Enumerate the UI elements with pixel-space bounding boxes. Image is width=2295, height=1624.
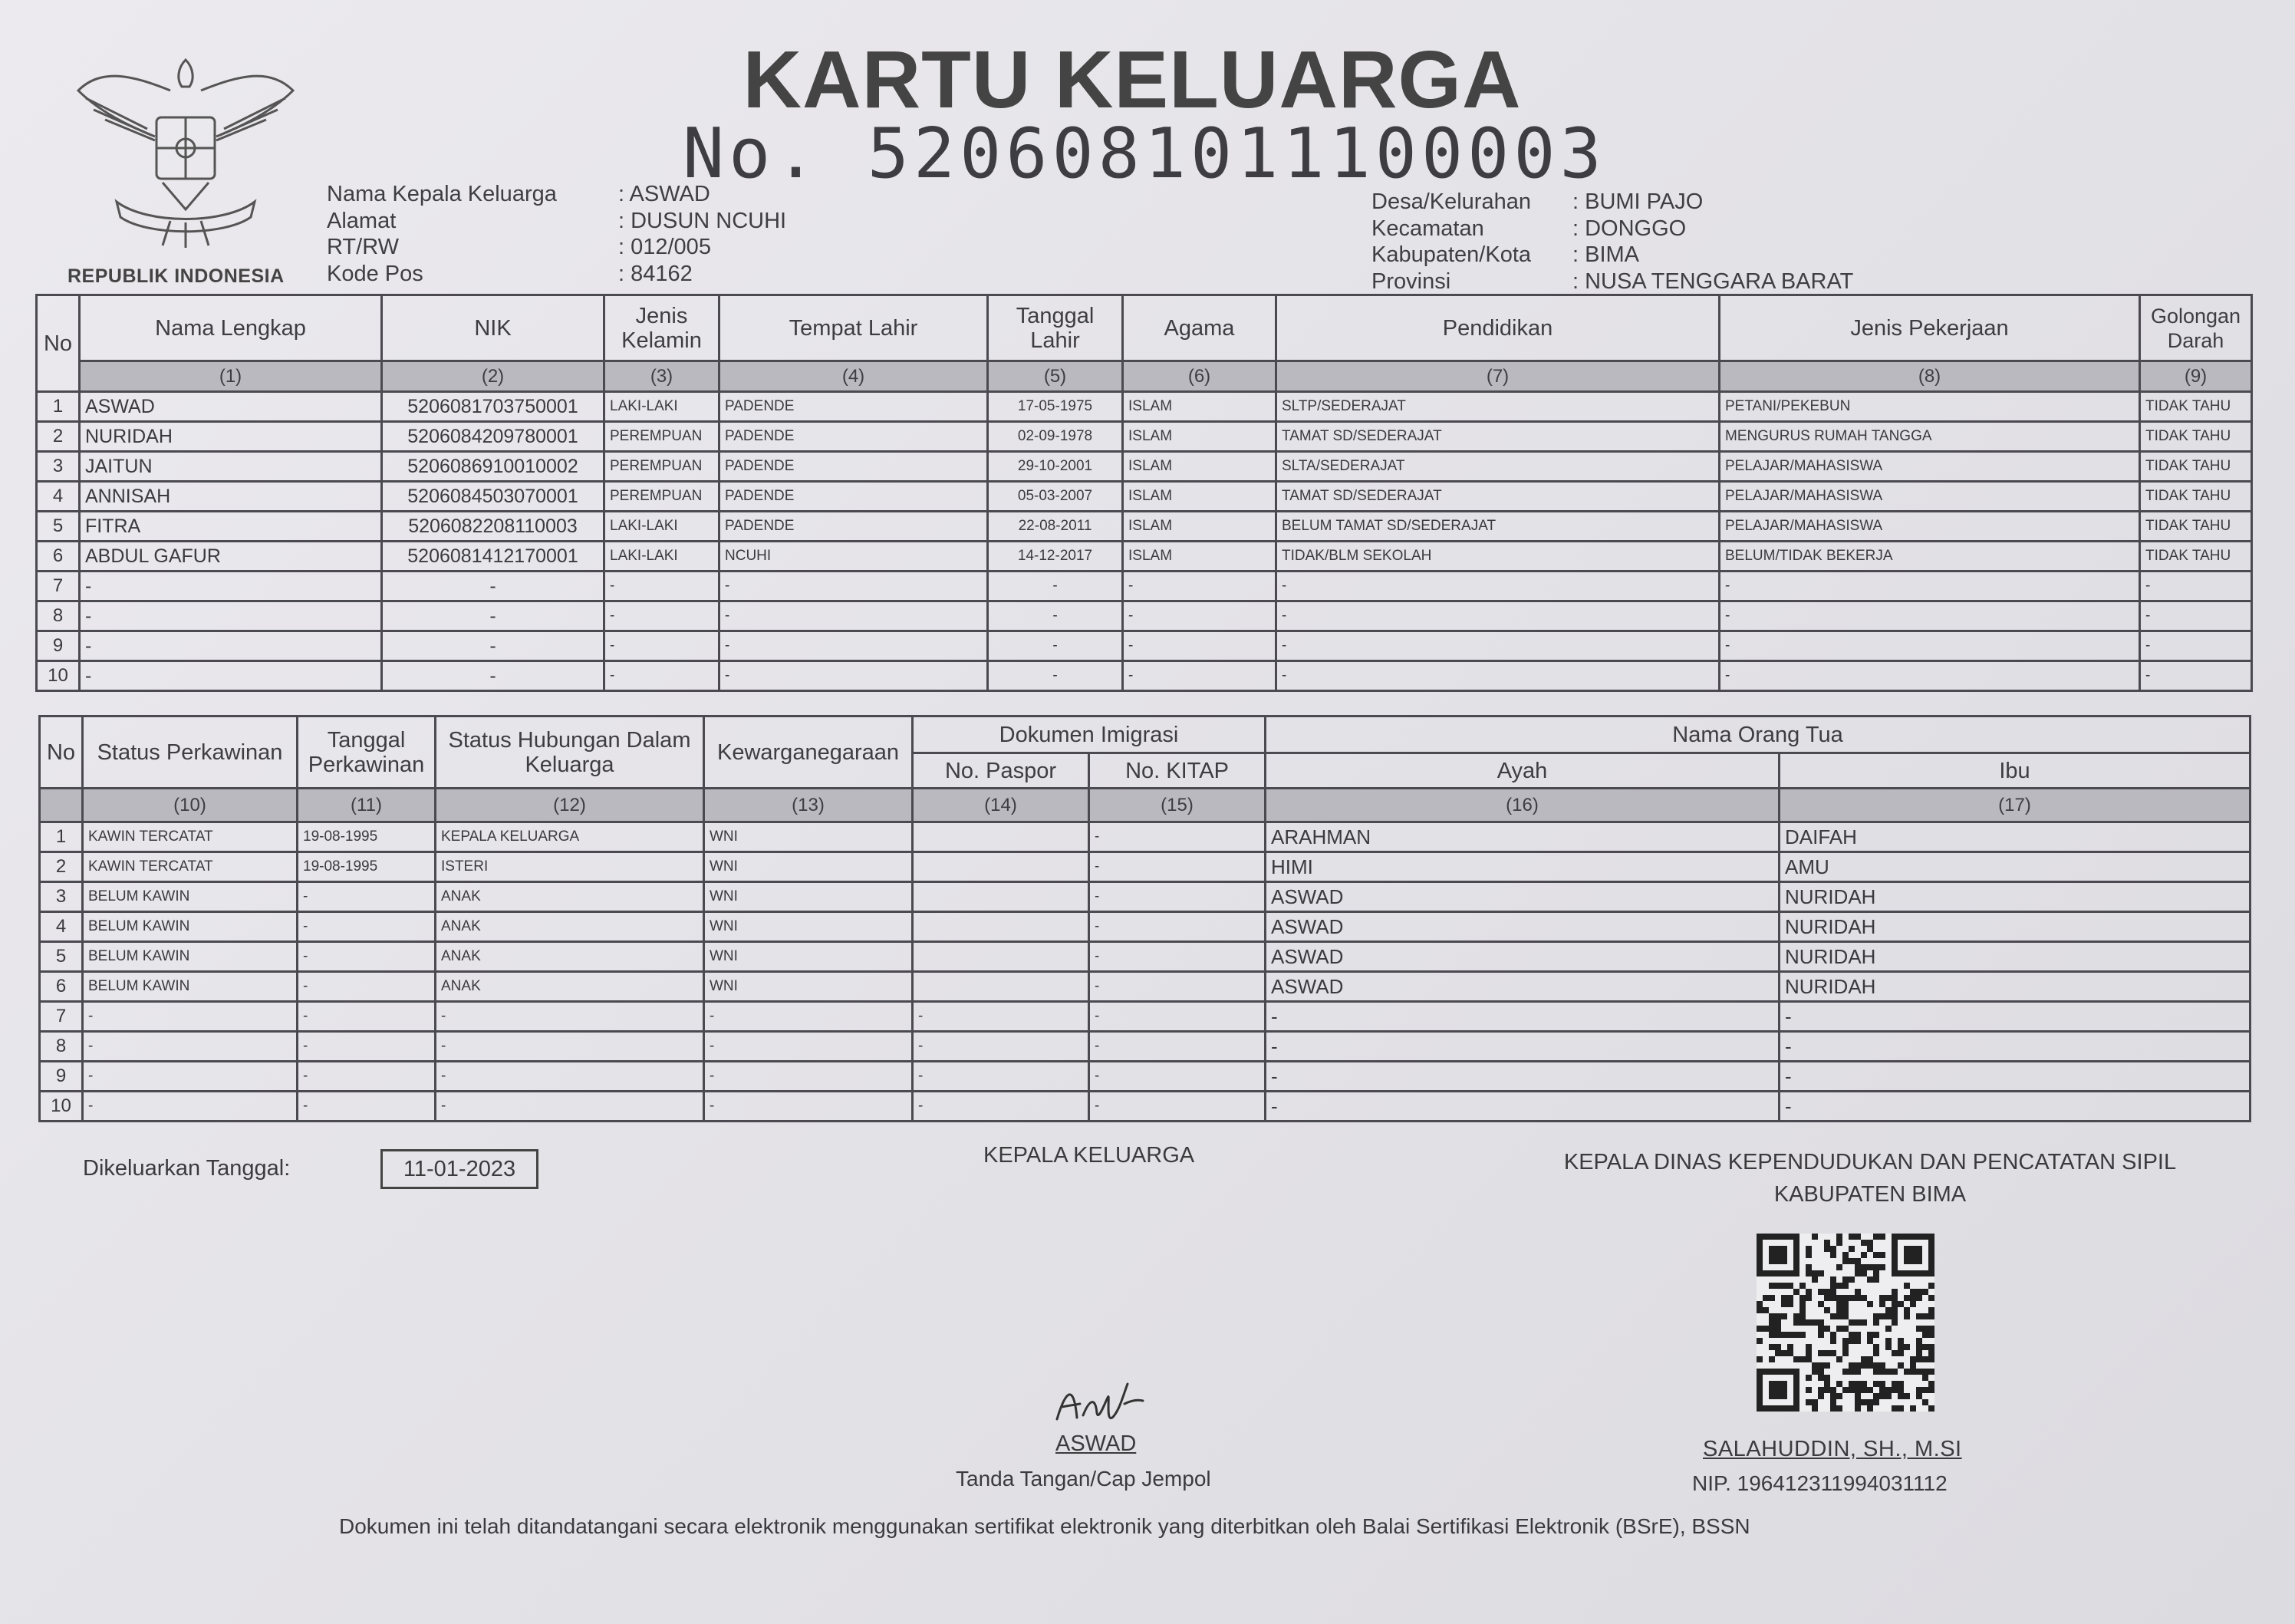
table-row [37, 631, 2252, 661]
cell-blood-type: - [2140, 572, 2252, 601]
electronic-signature-note: Dokumen ini telah ditandatangani secara elektronik menggunakan sertifikat elektronik yang diterbitkan oleh Balai Sertifikasi Elektronik (BSrE), BSSN [339, 1514, 1750, 1538]
cell-passport-no: - [913, 1092, 1089, 1122]
col-header: Pendidikan [1276, 295, 1720, 361]
issued-date-value: 11-01-2023 [380, 1149, 538, 1189]
col-header: Status Perkawinan [83, 716, 298, 789]
table-row [40, 972, 2251, 1002]
header-label: Nama Kepala Keluarga [327, 182, 557, 206]
cell-education: BELUM TAMAT SD/SEDERAJAT [1276, 512, 1720, 542]
header-value: : 84162 [618, 261, 693, 286]
col-index: (14) [913, 789, 1089, 822]
cell-kitap-no: - [1089, 1062, 1266, 1092]
cell-marriage-date: - [298, 942, 436, 972]
cell-passport-no: - [913, 1032, 1089, 1062]
cell-marriage-date: - [298, 1032, 436, 1062]
document-title: KARTU KELUARGA [742, 35, 1522, 125]
cell-occupation: - [1720, 572, 2140, 601]
cell-religion: ISLAM [1123, 422, 1276, 452]
cell-full-name: JAITUN [80, 452, 382, 482]
cell-birthdate: 29-10-2001 [988, 452, 1123, 482]
header-right-values [1572, 189, 1853, 295]
cell-no: 8 [40, 1032, 83, 1062]
cell-citizenship: - [704, 1032, 913, 1062]
cell-nik: 5206086910010002 [382, 452, 604, 482]
family-members-table [35, 294, 2253, 692]
cell-gender: PEREMPUAN [604, 482, 719, 512]
cell-citizenship: WNI [704, 882, 913, 912]
cell-relationship: - [436, 1092, 704, 1122]
emblem-caption: REPUBLIK INDONESIA [68, 265, 285, 287]
cell-education: TAMAT SD/SEDERAJAT [1276, 422, 1720, 452]
cell-no: 9 [40, 1062, 83, 1092]
cell-religion: - [1123, 631, 1276, 661]
signer-name: ASWAD [1055, 1431, 1137, 1456]
cell-nik: - [382, 601, 604, 631]
col-index: (12) [436, 789, 704, 822]
cell-passport-no [913, 852, 1089, 882]
cell-citizenship: WNI [704, 912, 913, 942]
cell-father-name: - [1266, 1092, 1780, 1122]
col-header: NIK [382, 295, 604, 361]
header-value: : NUSA TENGGARA BARAT [1572, 268, 1854, 294]
table-row [37, 512, 2252, 542]
cell-relationship: ANAK [436, 942, 704, 972]
cell-passport-no: - [913, 1002, 1089, 1032]
cell-marriage-date: - [298, 912, 436, 942]
col-index: (7) [1276, 361, 1720, 392]
cell-birthdate: 22-08-2011 [988, 512, 1123, 542]
cell-full-name: - [80, 572, 382, 601]
table-row [40, 882, 2251, 912]
header-label: Kode Pos [327, 261, 423, 286]
cell-no: 6 [37, 542, 80, 572]
col-index: (8) [1720, 361, 2140, 392]
cell-passport-no [913, 882, 1089, 912]
cell-birthplace: - [719, 631, 988, 661]
table-row [37, 572, 2252, 601]
cell-occupation: PELAJAR/MAHASISWA [1720, 482, 2140, 512]
header-label: Provinsi [1371, 268, 1451, 294]
cell-no: 9 [37, 631, 80, 661]
cell-mother-name: DAIFAH [1780, 822, 2251, 852]
cell-religion: ISLAM [1123, 512, 1276, 542]
cell-marital-status: - [83, 1032, 298, 1062]
cell-religion: - [1123, 572, 1276, 601]
cell-blood-type: TIDAK TAHU [2140, 422, 2252, 452]
col-header: Jenis Pekerjaan [1720, 295, 2140, 361]
cell-nik: - [382, 661, 604, 691]
cell-marriage-date: - [298, 1002, 436, 1032]
cell-father-name: ASWAD [1266, 972, 1780, 1002]
col-header: Tanggal Lahir [988, 295, 1123, 361]
col-header: No [37, 295, 80, 392]
cell-full-name: NURIDAH [80, 422, 382, 452]
cell-birthplace: - [719, 572, 988, 601]
cell-occupation: PELAJAR/MAHASISWA [1720, 512, 2140, 542]
cell-relationship: ISTERI [436, 852, 704, 882]
col-header: Dokumen Imigrasi [913, 716, 1266, 753]
col-header: Golongan Darah [2140, 295, 2252, 361]
cell-education: - [1276, 601, 1720, 631]
col-index: (16) [1266, 789, 1780, 822]
cell-full-name: ABDUL GAFUR [80, 542, 382, 572]
cell-no: 5 [40, 942, 83, 972]
col-index: (1) [80, 361, 382, 392]
cell-gender: LAKI-LAKI [604, 392, 719, 422]
col-header: No [40, 716, 83, 789]
cell-nik: 5206081703750001 [382, 392, 604, 422]
col-index: (9) [2140, 361, 2252, 392]
col-index: (5) [988, 361, 1123, 392]
cell-kitap-no: - [1089, 1092, 1266, 1122]
cell-passport-no [913, 942, 1089, 972]
cell-father-name: HIMI [1266, 852, 1780, 882]
header-value: : BIMA [1572, 242, 1640, 267]
cell-birthplace: PADENDE [719, 452, 988, 482]
cell-no: 1 [37, 392, 80, 422]
cell-citizenship: - [704, 1062, 913, 1092]
cell-occupation: PETANI/PEKEBUN [1720, 392, 2140, 422]
cell-blood-type: - [2140, 661, 2252, 691]
cell-religion: - [1123, 601, 1276, 631]
cell-birthdate: - [988, 572, 1123, 601]
cell-occupation: - [1720, 631, 2140, 661]
cell-mother-name: - [1780, 1002, 2251, 1032]
cell-blood-type: TIDAK TAHU [2140, 392, 2252, 422]
cell-passport-no [913, 822, 1089, 852]
cell-no: 2 [37, 422, 80, 452]
cell-gender: - [604, 601, 719, 631]
col-header: Agama [1123, 295, 1276, 361]
handwritten-signature-icon [1051, 1373, 1151, 1435]
cell-marriage-date: 19-08-1995 [298, 822, 436, 852]
cell-mother-name: - [1780, 1032, 2251, 1062]
cell-gender: PEREMPUAN [604, 422, 719, 452]
cell-citizenship: WNI [704, 852, 913, 882]
table-row [37, 482, 2252, 512]
header-left-values [618, 181, 786, 287]
cell-no: 6 [40, 972, 83, 1002]
cell-relationship: - [436, 1032, 704, 1062]
header-label: Kabupaten/Kota [1371, 242, 1532, 267]
family-status-table [38, 715, 2251, 1122]
col-index: (4) [719, 361, 988, 392]
col-index: (17) [1780, 789, 2251, 822]
col-header: Ibu [1780, 753, 2251, 789]
col-header: Jenis Kelamin [604, 295, 719, 361]
cell-blood-type: TIDAK TAHU [2140, 482, 2252, 512]
cell-birthdate: - [988, 631, 1123, 661]
cell-citizenship: - [704, 1092, 913, 1122]
official-title-line: KEPALA DINAS KEPENDUDUKAN DAN PENCATATAN SIPIL [1563, 1150, 2177, 1174]
cell-nik: - [382, 572, 604, 601]
header-value: : ASWAD [618, 182, 710, 206]
cell-marital-status: BELUM KAWIN [83, 942, 298, 972]
header-value: : 012/005 [618, 235, 711, 259]
cell-gender: LAKI-LAKI [604, 512, 719, 542]
cell-kitap-no: - [1089, 1002, 1266, 1032]
cell-father-name: - [1266, 1032, 1780, 1062]
cell-occupation: - [1720, 661, 2140, 691]
cell-marriage-date: - [298, 1092, 436, 1122]
cell-occupation: - [1720, 601, 2140, 631]
cell-no: 10 [40, 1092, 83, 1122]
cell-blood-type: - [2140, 631, 2252, 661]
cell-gender: LAKI-LAKI [604, 542, 719, 572]
cell-religion: - [1123, 661, 1276, 691]
cell-education: SLTP/SEDERAJAT [1276, 392, 1720, 422]
cell-mother-name: - [1780, 1092, 2251, 1122]
cell-nik: 5206084503070001 [382, 482, 604, 512]
col-index: (11) [298, 789, 436, 822]
table-row [37, 661, 2252, 691]
cell-mother-name: - [1780, 1062, 2251, 1092]
cell-birthplace: - [719, 661, 988, 691]
col-index: (15) [1089, 789, 1266, 822]
cell-religion: ISLAM [1123, 482, 1276, 512]
header-label: Alamat [327, 208, 397, 233]
cell-gender: PEREMPUAN [604, 452, 719, 482]
cell-relationship: - [436, 1062, 704, 1092]
cell-marital-status: KAWIN TERCATAT [83, 852, 298, 882]
cell-religion: ISLAM [1123, 452, 1276, 482]
col-header: Status Hubungan Dalam Keluarga [436, 716, 704, 789]
cell-father-name: ARAHMAN [1266, 822, 1780, 852]
cell-father-name: ASWAD [1266, 882, 1780, 912]
cell-relationship: ANAK [436, 972, 704, 1002]
col-index: (10) [83, 789, 298, 822]
table-row [40, 822, 2251, 852]
cell-mother-name: NURIDAH [1780, 972, 2251, 1002]
cell-education: - [1276, 631, 1720, 661]
col-index: (2) [382, 361, 604, 392]
table-row [37, 422, 2252, 452]
cell-no: 7 [37, 572, 80, 601]
cell-kitap-no: - [1089, 1032, 1266, 1062]
cell-full-name: - [80, 601, 382, 631]
cell-kitap-no: - [1089, 822, 1266, 852]
table-row [37, 452, 2252, 482]
cell-nik: 5206082208110003 [382, 512, 604, 542]
col-header: Ayah [1266, 753, 1780, 789]
cell-mother-name: NURIDAH [1780, 912, 2251, 942]
cell-education: - [1276, 572, 1720, 601]
cell-birthdate: 17-05-1975 [988, 392, 1123, 422]
cell-passport-no [913, 972, 1089, 1002]
table-row [37, 601, 2252, 631]
cell-citizenship: WNI [704, 942, 913, 972]
cell-marital-status: KAWIN TERCATAT [83, 822, 298, 852]
table-row [40, 912, 2251, 942]
cell-relationship: ANAK [436, 882, 704, 912]
table-row [40, 1032, 2251, 1062]
cell-birthdate: - [988, 601, 1123, 631]
family-card-number: No. 5206081011100003 [683, 114, 1606, 194]
cell-marital-status: BELUM KAWIN [83, 882, 298, 912]
cell-citizenship: WNI [704, 972, 913, 1002]
cell-gender: - [604, 631, 719, 661]
cell-birthplace: NCUHI [719, 542, 988, 572]
cell-full-name: - [80, 661, 382, 691]
col-index: (6) [1123, 361, 1276, 392]
cell-father-name: - [1266, 1062, 1780, 1092]
cell-no: 10 [37, 661, 80, 691]
cell-education: SLTA/SEDERAJAT [1276, 452, 1720, 482]
cell-blood-type: TIDAK TAHU [2140, 512, 2252, 542]
cell-occupation: PELAJAR/MAHASISWA [1720, 452, 2140, 482]
cell-birthdate: 02-09-1978 [988, 422, 1123, 452]
header-value: : DUSUN NCUHI [618, 208, 787, 233]
cell-marriage-date: - [298, 882, 436, 912]
table-row [37, 542, 2252, 572]
table-row [40, 1062, 2251, 1092]
table-row [37, 392, 2252, 422]
cell-birthplace: - [719, 601, 988, 631]
cell-no: 2 [40, 852, 83, 882]
table-row [40, 852, 2251, 882]
cell-blood-type: - [2140, 601, 2252, 631]
col-header: Tanggal Perkawinan [298, 716, 436, 789]
cell-father-name: ASWAD [1266, 942, 1780, 972]
col-index: (13) [704, 789, 913, 822]
cell-kitap-no: - [1089, 942, 1266, 972]
header-right-labels [1371, 189, 1531, 295]
official-title [1487, 1146, 2254, 1211]
cell-full-name: ANNISAH [80, 482, 382, 512]
cell-kitap-no: - [1089, 972, 1266, 1002]
cell-passport-no: - [913, 1062, 1089, 1092]
cell-religion: ISLAM [1123, 392, 1276, 422]
col-header: Kewarganegaraan [704, 716, 913, 789]
cell-citizenship: WNI [704, 822, 913, 852]
header-value: : BUMI PAJO [1572, 189, 1704, 214]
cell-relationship: - [436, 1002, 704, 1032]
cell-nik: 5206081412170001 [382, 542, 604, 572]
header-label: Kecamatan [1371, 216, 1484, 241]
cell-birthplace: PADENDE [719, 422, 988, 452]
cell-birthdate: 14-12-2017 [988, 542, 1123, 572]
col-header: Nama Lengkap [80, 295, 382, 361]
cell-father-name: ASWAD [1266, 912, 1780, 942]
cell-blood-type: TIDAK TAHU [2140, 452, 2252, 482]
cell-education: TIDAK/BLM SEKOLAH [1276, 542, 1720, 572]
cell-nik: 5206084209780001 [382, 422, 604, 452]
col-header: Nama Orang Tua [1266, 716, 2251, 753]
cell-occupation: MENGURUS RUMAH TANGGA [1720, 422, 2140, 452]
official-name: SALAHUDDIN, SH., M.SI [1703, 1437, 1962, 1461]
cell-citizenship: - [704, 1002, 913, 1032]
cell-education: TAMAT SD/SEDERAJAT [1276, 482, 1720, 512]
cell-father-name: - [1266, 1002, 1780, 1032]
cell-birthplace: PADENDE [719, 512, 988, 542]
cell-birthplace: PADENDE [719, 482, 988, 512]
official-nip: NIP. 196412311994031112 [1692, 1471, 1948, 1495]
cell-education: - [1276, 661, 1720, 691]
cell-full-name: ASWAD [80, 392, 382, 422]
cell-kitap-no: - [1089, 852, 1266, 882]
cell-marriage-date: - [298, 972, 436, 1002]
cell-marital-status: BELUM KAWIN [83, 972, 298, 1002]
col-header: Tempat Lahir [719, 295, 988, 361]
cell-birthplace: PADENDE [719, 392, 988, 422]
cell-passport-no [913, 912, 1089, 942]
table-row [40, 1002, 2251, 1032]
cell-no: 3 [40, 882, 83, 912]
cell-mother-name: AMU [1780, 852, 2251, 882]
signer-caption: Tanda Tangan/Cap Jempol [956, 1467, 1211, 1491]
family-head-signature-label: KEPALA KELUARGA [983, 1143, 1195, 1168]
header-label: RT/RW [327, 235, 399, 259]
header-left-labels [327, 181, 557, 287]
cell-gender: - [604, 661, 719, 691]
cell-full-name: FITRA [80, 512, 382, 542]
cell-no: 3 [37, 452, 80, 482]
cell-religion: ISLAM [1123, 542, 1276, 572]
col-header: No. Paspor [913, 753, 1089, 789]
cell-relationship: KEPALA KELUARGA [436, 822, 704, 852]
cell-marital-status: - [83, 1092, 298, 1122]
cell-marriage-date: - [298, 1062, 436, 1092]
table-row [40, 1092, 2251, 1122]
cell-no: 7 [40, 1002, 83, 1032]
cell-marital-status: BELUM KAWIN [83, 912, 298, 942]
cell-no: 5 [37, 512, 80, 542]
qr-code-icon [1755, 1234, 1936, 1412]
cell-nik: - [382, 631, 604, 661]
cell-relationship: ANAK [436, 912, 704, 942]
cell-marriage-date: 19-08-1995 [298, 852, 436, 882]
cell-occupation: BELUM/TIDAK BEKERJA [1720, 542, 2140, 572]
cell-birthdate: - [988, 661, 1123, 691]
cell-blood-type: TIDAK TAHU [2140, 542, 2252, 572]
cell-no: 4 [37, 482, 80, 512]
header-label: Desa/Kelurahan [1371, 189, 1531, 214]
col-index: (3) [604, 361, 719, 392]
cell-mother-name: NURIDAH [1780, 882, 2251, 912]
cell-no: 4 [40, 912, 83, 942]
cell-mother-name: NURIDAH [1780, 942, 2251, 972]
issued-date-label: Dikeluarkan Tanggal: [83, 1156, 291, 1181]
cell-no: 1 [40, 822, 83, 852]
cell-marital-status: - [83, 1062, 298, 1092]
col-header: No. KITAP [1089, 753, 1266, 789]
cell-full-name: - [80, 631, 382, 661]
cell-marital-status: - [83, 1002, 298, 1032]
cell-kitap-no: - [1089, 882, 1266, 912]
table-row [40, 942, 2251, 972]
official-title-line: KABUPATEN BIMA [1773, 1182, 1967, 1207]
header-value: : DONGGO [1572, 216, 1687, 241]
cell-gender: - [604, 572, 719, 601]
cell-kitap-no: - [1089, 912, 1266, 942]
cell-birthdate: 05-03-2007 [988, 482, 1123, 512]
cell-no: 8 [37, 601, 80, 631]
